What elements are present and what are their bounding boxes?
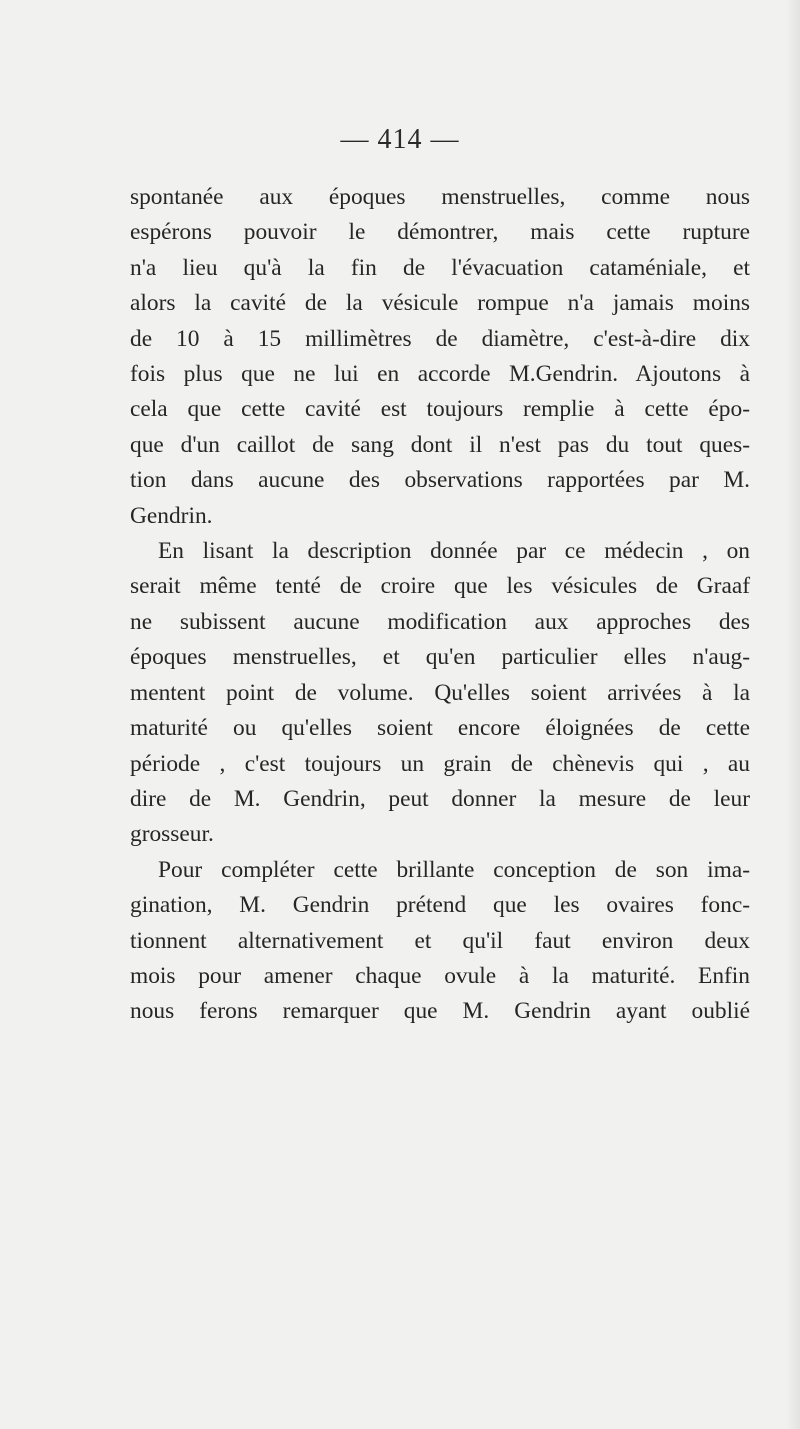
text-line: n'a lieu qu'à la fin de l'évacuation cataméniale, et	[130, 254, 750, 281]
text-line: dire de M. Gendrin, peut donner la mesure de leur	[130, 785, 750, 812]
body-text	[130, 180, 750, 1030]
page-edge-shadow	[786, 0, 800, 1429]
text-line: tionnent alternativement et qu'il faut environ deux	[130, 927, 750, 954]
text-line: cela que cette cavité est toujours remplie à cette épo-	[130, 396, 750, 423]
text-line: Pour compléter cette brillante conception de son ima-	[158, 856, 750, 883]
text-line: En lisant la description donnée par ce médecin , on	[158, 538, 750, 565]
text-line: maturité ou qu'elles soient encore éloignées de cette	[130, 715, 750, 742]
text-line: gination, M. Gendrin prétend que les ovaires fonc-	[130, 892, 750, 919]
text-line: mentent point de volume. Qu'elles soient arrivées à la	[130, 679, 750, 706]
text-line: spontanée aux époques menstruelles, comme nous	[130, 184, 750, 210]
text-line: nous ferons remarquer que M. Gendrin ayant oublié	[130, 998, 750, 1025]
text-line: ne subissent aucune modification aux approches des	[130, 608, 750, 635]
page-number: — 414 —	[340, 124, 460, 155]
text-line: Gendrin.	[130, 502, 213, 529]
text-line: serait même tenté de croire que les vésicules de Graaf	[130, 573, 750, 600]
text-line: grosseur.	[130, 821, 214, 848]
text-line: espérons pouvoir le démontrer, mais cette rupture	[130, 219, 750, 246]
text-line: tion dans aucune des observations rapportées par M.	[130, 467, 750, 494]
text-line: fois plus que ne lui en accorde M.Gendrin. Ajoutons à	[130, 361, 750, 388]
text-line: de 10 à 15 millimètres de diamètre, c'est-à-dire dix	[130, 325, 750, 352]
text-line: mois pour amener chaque ovule à la maturité. Enfin	[130, 962, 750, 989]
text-line: période , c'est toujours un grain de chènevis qui , au	[130, 750, 750, 777]
text-line: époques menstruelles, et qu'en particulier elles n'aug-	[130, 644, 750, 671]
text-line: que d'un caillot de sang dont il n'est pas du tout ques-	[130, 431, 750, 458]
text-line: alors la cavité de la vésicule rompue n'a jamais moins	[130, 290, 750, 317]
